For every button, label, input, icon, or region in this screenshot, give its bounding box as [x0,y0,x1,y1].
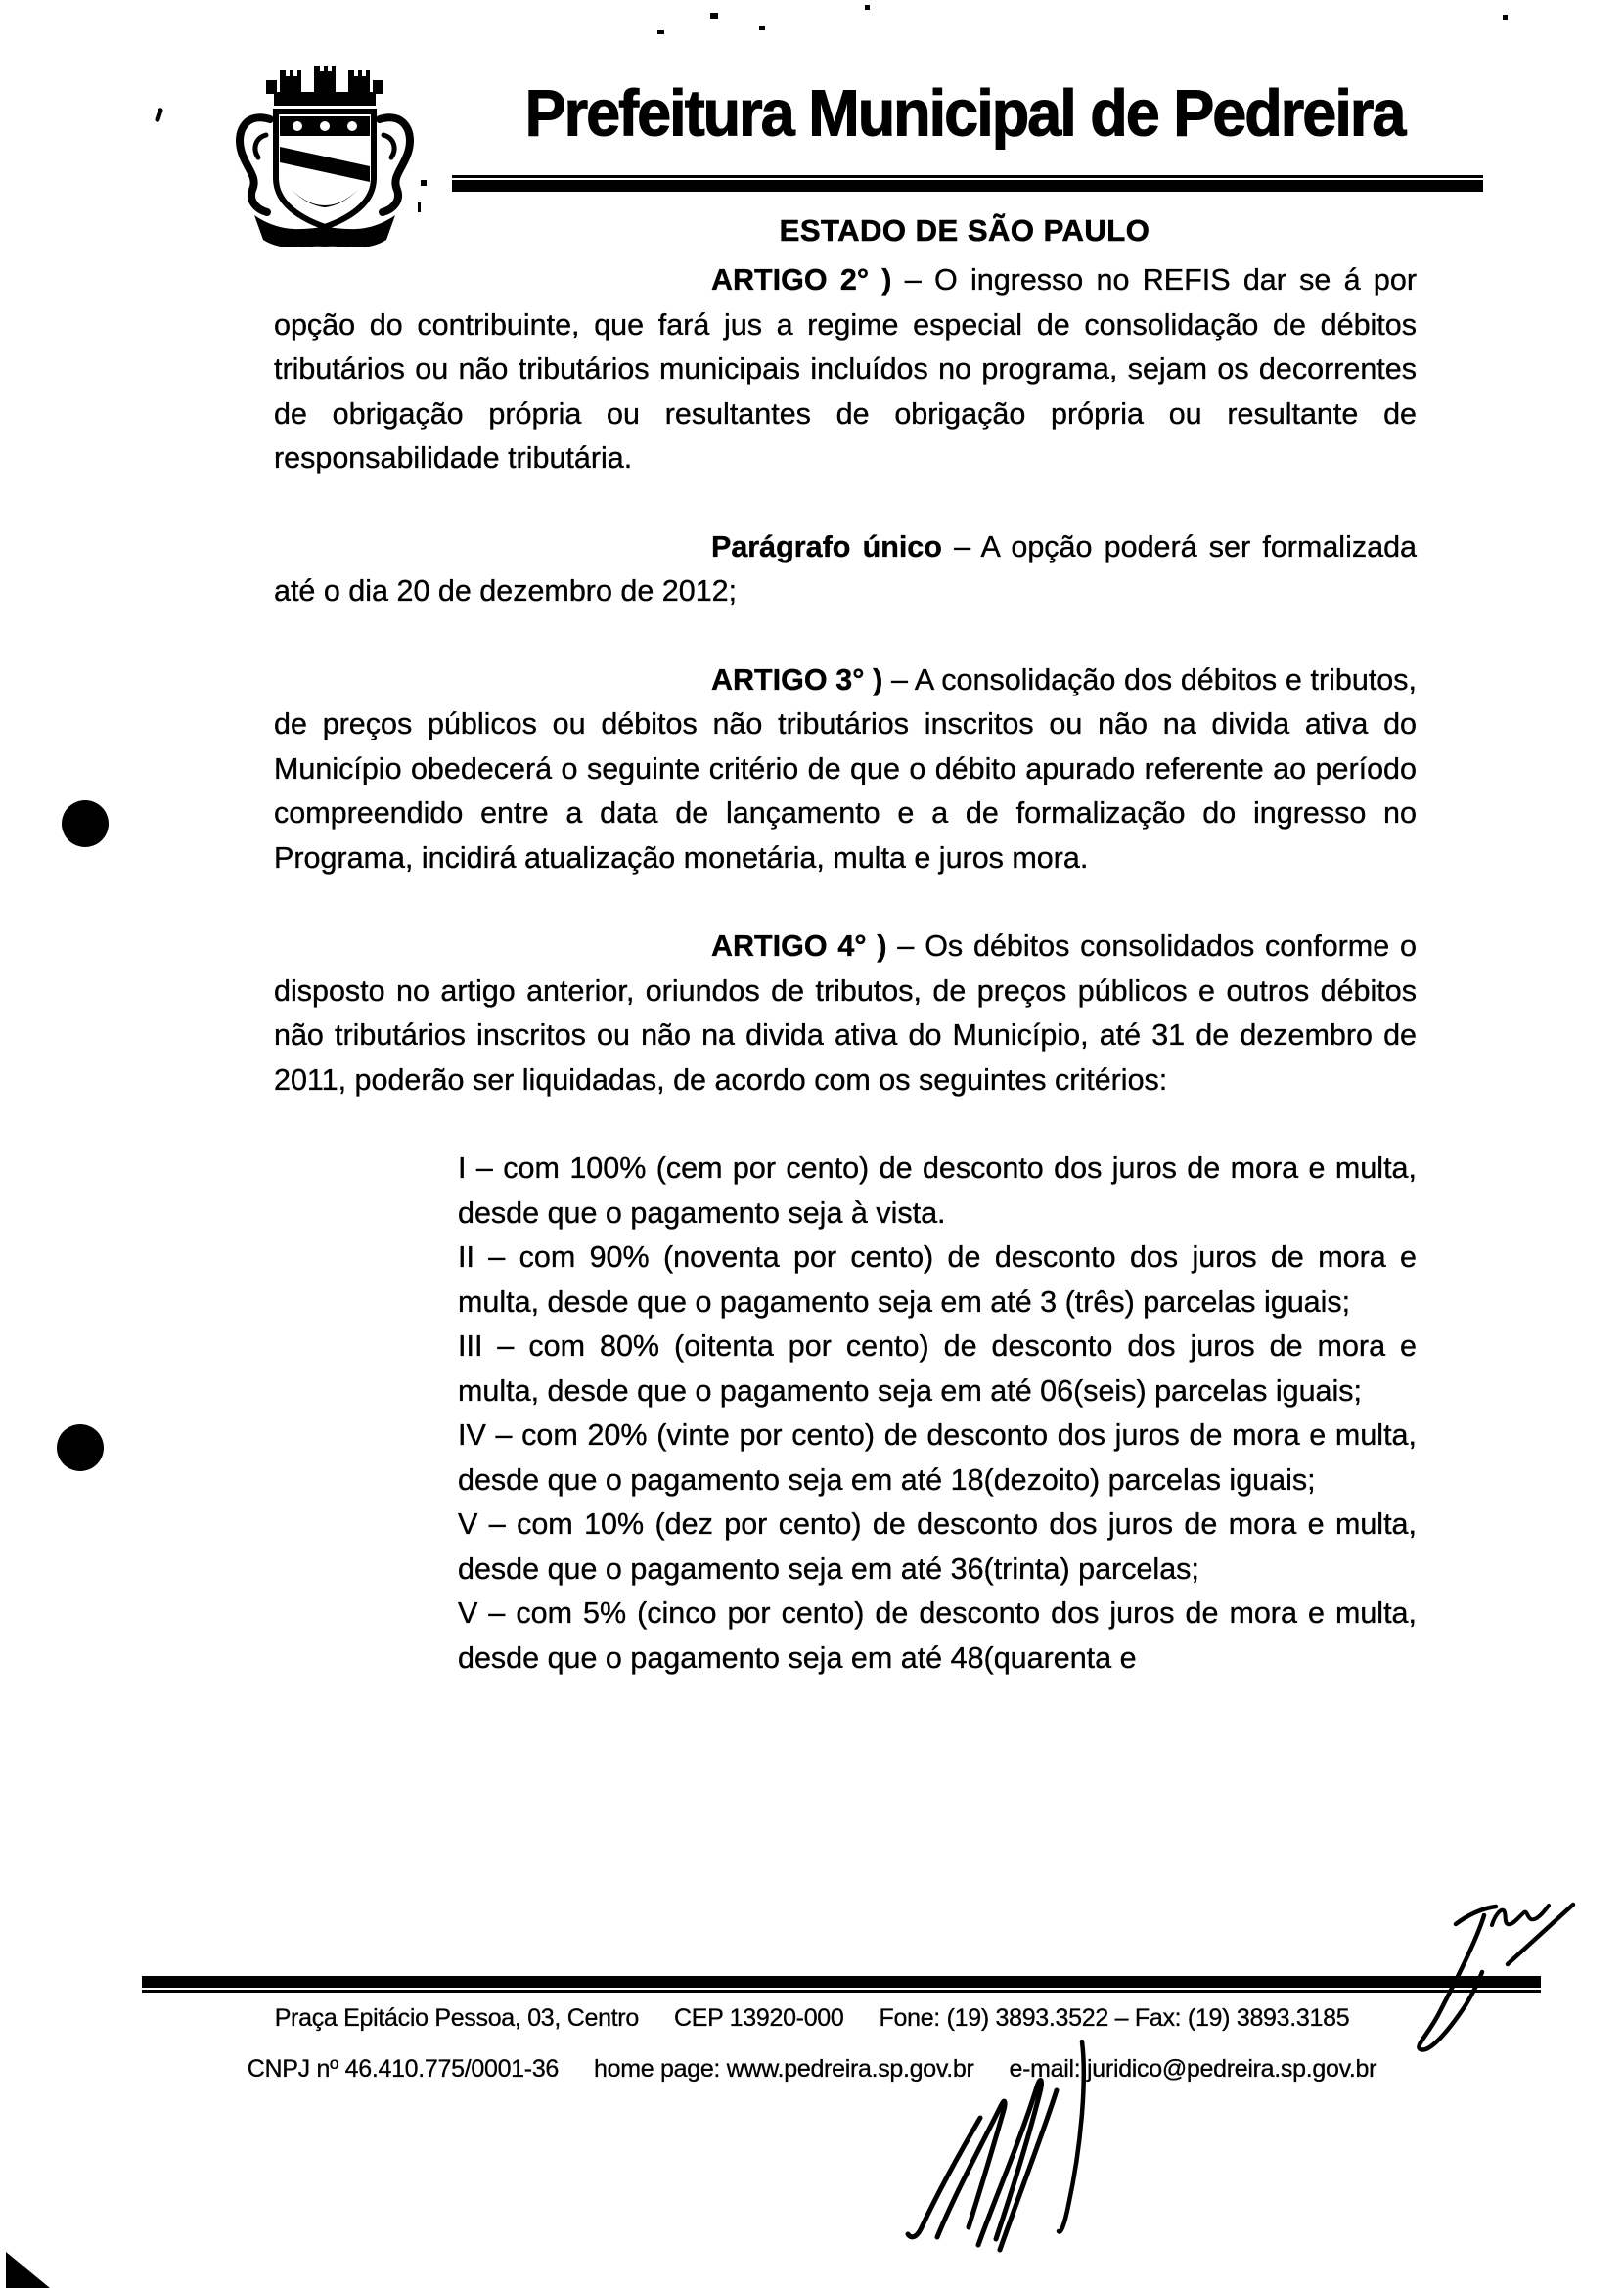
footer-phone-fax: Fone: (19) 3893.3522 – Fax: (19) 3893.3185 [879,2004,1350,2032]
footer-cnpj: CNPJ nº 46.410.775/0001-36 [247,2055,560,2083]
clause-item-2: II – com 90% (noventa por cento) de desconto dos juros de mora e multa, desde que o pagamento seja em até 3 (três) parcelas iguais; [458,1240,1417,1319]
sole-paragraph [274,525,1417,614]
article-3-paragraph [274,658,1417,881]
page-title: Prefeitura Municipal de Pedreira [524,76,1405,151]
document-body [274,258,1417,1681]
footer-address: Praça Epitácio Pessoa, 03, Centro [274,2004,639,2032]
scan-speck [657,30,664,34]
signature-initials-icon [1399,1878,1595,2064]
scan-speck [710,13,718,19]
clause-item-1: I – com 100% (cem por cento) de desconto dos juros de mora e multa, desde que o pagamento seja à vista. [458,1151,1417,1230]
article-4-paragraph [274,924,1417,1102]
punch-hole [62,800,109,847]
footer-line-1 [78,2004,1546,2033]
scan-speck [155,108,163,123]
article-2-text: – O ingresso no REFIS dar se á por opção do contribuinte, que fará jus a regime especial de consolidação de débitos tributários ou não tributários municipais incluídos no programa, sejam os decorrentes de obrigação própria ou resultantes de obrigação própria ou resultante de responsabilidade tributária. [274,263,1417,474]
footer-cep: CEP 13920-000 [673,2004,844,2032]
footer-homepage: home page: www.pedreira.sp.gov.br [594,2055,974,2083]
state-subtitle: ESTADO DE SÃO PAULO [779,213,1150,247]
article-4-text: – Os débitos consolidados conforme o disposto no artigo anterior, oriundos de tributos, de preços públicos e outros débitos não tributários inscritos ou não na divida ativa do Município, até 31 de dezembro de 2011, poderão ser liquidadas, de acordo com os seguintes critérios: [274,929,1417,1097]
clause-item-3: III – com 80% (oitenta por cento) de desconto dos juros de mora e multa, desde que o pagamento seja em até 06(seis) parcelas iguais; [458,1329,1417,1408]
scan-speck [759,26,765,30]
scan-speck [865,5,870,10]
article-4-label: ARTIGO 4° ) [711,929,887,963]
footer-line-2 [78,2055,1546,2084]
clause-item-4: IV – com 20% (vinte por cento) de desconto dos juros de mora e multa, desde que o pagamento seja em até 18(dezoito) parcelas iguais; [458,1418,1417,1497]
article-3-text: – A consolidação dos débitos e tributos, de preços públicos ou débitos não tributários inscritos ou não na divida ativa do Município obedecerá o seguinte critério de que o débito apurado referente ao período compreendido entre a data de lançamento e a de formalização do ingresso no Programa, incidirá atualização monetária, multa e juros mora. [274,662,1417,875]
footer-rule [142,1976,1541,1993]
signature-flourish-icon [900,2040,1096,2288]
sole-paragraph-label: Parágrafo único [711,529,942,563]
clause-list [458,1146,1417,1681]
article-2-label: ARTIGO 2° ) [711,263,892,296]
clause-item-5: V – com 10% (dez por cento) de desconto dos juros de mora e multa, desde que o pagamento seja em até 36(trinta) parcelas; [458,1507,1417,1586]
clause-item-6: V – com 5% (cinco por cento) de desconto dos juros de mora e multa, desde que o pagamento seja em até 48(quarenta e [458,1596,1417,1675]
article-2-paragraph [274,258,1417,481]
footer-email: e-mail: juridico@pedreira.sp.gov.br [1009,2055,1377,2083]
scan-speck [1503,15,1508,20]
coat-of-arms-icon [223,59,427,254]
article-3-label: ARTIGO 3° ) [711,662,883,696]
corner-scan-artifact [6,2252,50,2288]
sole-paragraph-text: – A opção poderá ser formalizada até o dia 20 de dezembro de 2012; [274,529,1418,607]
punch-hole [57,1424,104,1471]
header-rule [452,175,1483,192]
